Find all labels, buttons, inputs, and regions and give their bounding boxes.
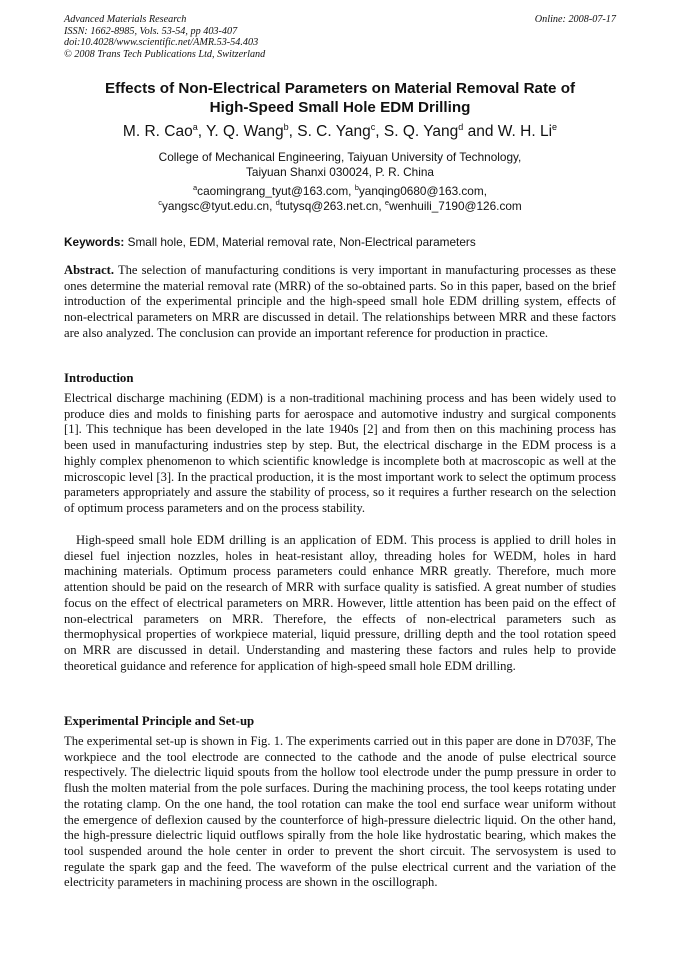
intro-paragraph-2: High-speed small hole EDM drilling is an application of EDM. This process is applied to drill holes in diesel fuel injection nozzles, holes in heat-resistant alloy, threading holes for WEDM, holes in hard machining materials. Optimum process parameters could enhance MRR greatly. Therefore, much more attention should be paid on the research of MRR with surface quality is satisfied. A great number of studies focus on the effect of electrical parameters on MRR. However, little attention has been paid on the effect of non-electrical parameters on MRR. Therefore, the effects of non-electrical parameters such as thermophysical properties of workpiece material, liquid pressure, drilling depth and the tool rotation speed on MRR are discussed in detail. Understanding and mastering these factors and rules help to provide theoretical guidance and reference for application of high-speed small hole EDM drilling. [64,533,616,673]
section-heading-introduction: Introduction [64,371,134,385]
author-sep: , [288,123,298,140]
affiliation-line-2: Taiyuan Shanxi 030024, P. R. China [245,165,434,179]
keywords-label: Keywords: [64,235,125,249]
author-sup: d [458,122,464,132]
affiliation [64,150,616,180]
email-link[interactable]: tutysq@263.net.cn, [279,199,382,213]
abstract-label: Abstract. [64,263,115,277]
email-list: $^a$caomingrang_tyut@163.com, $^b$yanqing0680@163.com, $^c$yangsc@tyut.edu.cn, $^d$tutysq@263.net.cn, $^e$wenhuili_7190@126.com [158,183,522,213]
email-link[interactable]: yanqing0680@163.com, [358,184,487,198]
email-link[interactable]: wenhuili_7190@126.com [389,199,522,213]
doi-line: doi:10.4028/www.scientific.net/AMR.53-54.403 [64,37,259,48]
author-sup: e [552,122,558,132]
title-line-1: Effects of Non-Electrical Parameters on Material Removal Rate of [104,80,576,97]
author-list [64,122,616,142]
abstract [64,263,616,342]
email-link[interactable]: caomingrang_tyut@163.com, [197,184,352,198]
abstract-text: The selection of manufacturing conditions is very important in manufacturing processes as these ones determine the material removal rate (MRR) of the so-obtained parts. So in this paper, based on the brief introduction of the experimental principle and the high-speed small hole EDM drilling system, effects of non-electrical parameters on MRR are discussed in detail. The relationships between MRR and these factors are also analyzed. The conclusion can provide an important reference for production in practice. [64,263,616,340]
author-sup: a [192,122,198,132]
keywords-text: Small hole, EDM, Material removal rate, Non-Electrical parameters [127,235,476,249]
author-sep: and [463,123,498,140]
author-sup: c [370,122,376,132]
author-name: Y. Q. Wang [206,123,284,140]
author-name: M. R. Cao [122,123,193,140]
running-header [64,14,616,60]
keywords-line [64,235,616,250]
author-sup: b [283,122,289,132]
intro-paragraph-1: Electrical discharge machining (EDM) is a non-traditional machining process and has been widely used to produce dies and molds to finishing parts for aerospace and automotive industry and surgical components [1]. This technique has been developed in the late 1940s [2] and from then on this machining process has been used in manufacturing industries step by step. But, the electrical discharge in the EDM process is a highly complex phenomenon to which scientific knowledge is incomplete both at macroscopic as well at the microscopic level [3]. In the practical production, it is the most important work to select the optimum process parameters appropriately and assure the stability of process, so it requires a further research on the selection of optimum process parameters and on the process stability. [64,391,616,515]
copyright-line: © 2008 Trans Tech Publications Ltd, Switzerland [64,48,266,60]
author-name: W. H. Li [497,123,553,140]
author-name: S. Q. Yang [383,123,459,140]
author-sep: , [197,123,207,140]
online-date: Online: 2008-07-17 [534,14,616,25]
journal-name: Advanced Materials Research [64,14,187,25]
email-link[interactable]: yangsc@tyut.edu.cn, [162,199,273,213]
section-heading-experimental: Experimental Principle and Set-up [64,714,255,728]
title-line-2: High-Speed Small Hole EDM Drilling [209,98,471,116]
paper-title [64,80,616,117]
experimental-paragraph-1: The experimental set-up is shown in Fig. 1. The experiments carried out in this paper are done in D703F, The workpiece and the tool electrode are connected to the cathode and the anode of pulse electrical source respectively. The dielectric liquid spouts from the hollow tool electrode under the pump pressure in order to flush the molten material from the pole surfaces. During the machining process, the tool keeps rotating under the rotating clamp. On the one hand, the tool rotation can make the tool end surface wear uniform without the emergence of deflexion caused by the counterforce of high-pressure dielectric liquid. On the other hand, the high-pressure dielectric liquid outflows spirally from the hole like hydrostatic bearing, which makes the tool suspended around the hole center in order to prevent the short circuit. The servosystem is used to regulate the spark gap and the feed. The waveform of the pulse electrical current and the variation of the electricity parameters in machining process are shown in the oscillograph. [64,734,616,890]
author-name: S. C. Yang [297,123,371,140]
affiliation-line-1: College of Mechanical Engineering, Taiyuan University of Technology, [158,150,522,164]
issn-line: ISSN: 1662-8985, Vols. 53-54, pp 403-407 [64,25,238,37]
author-sep: , [375,123,384,140]
